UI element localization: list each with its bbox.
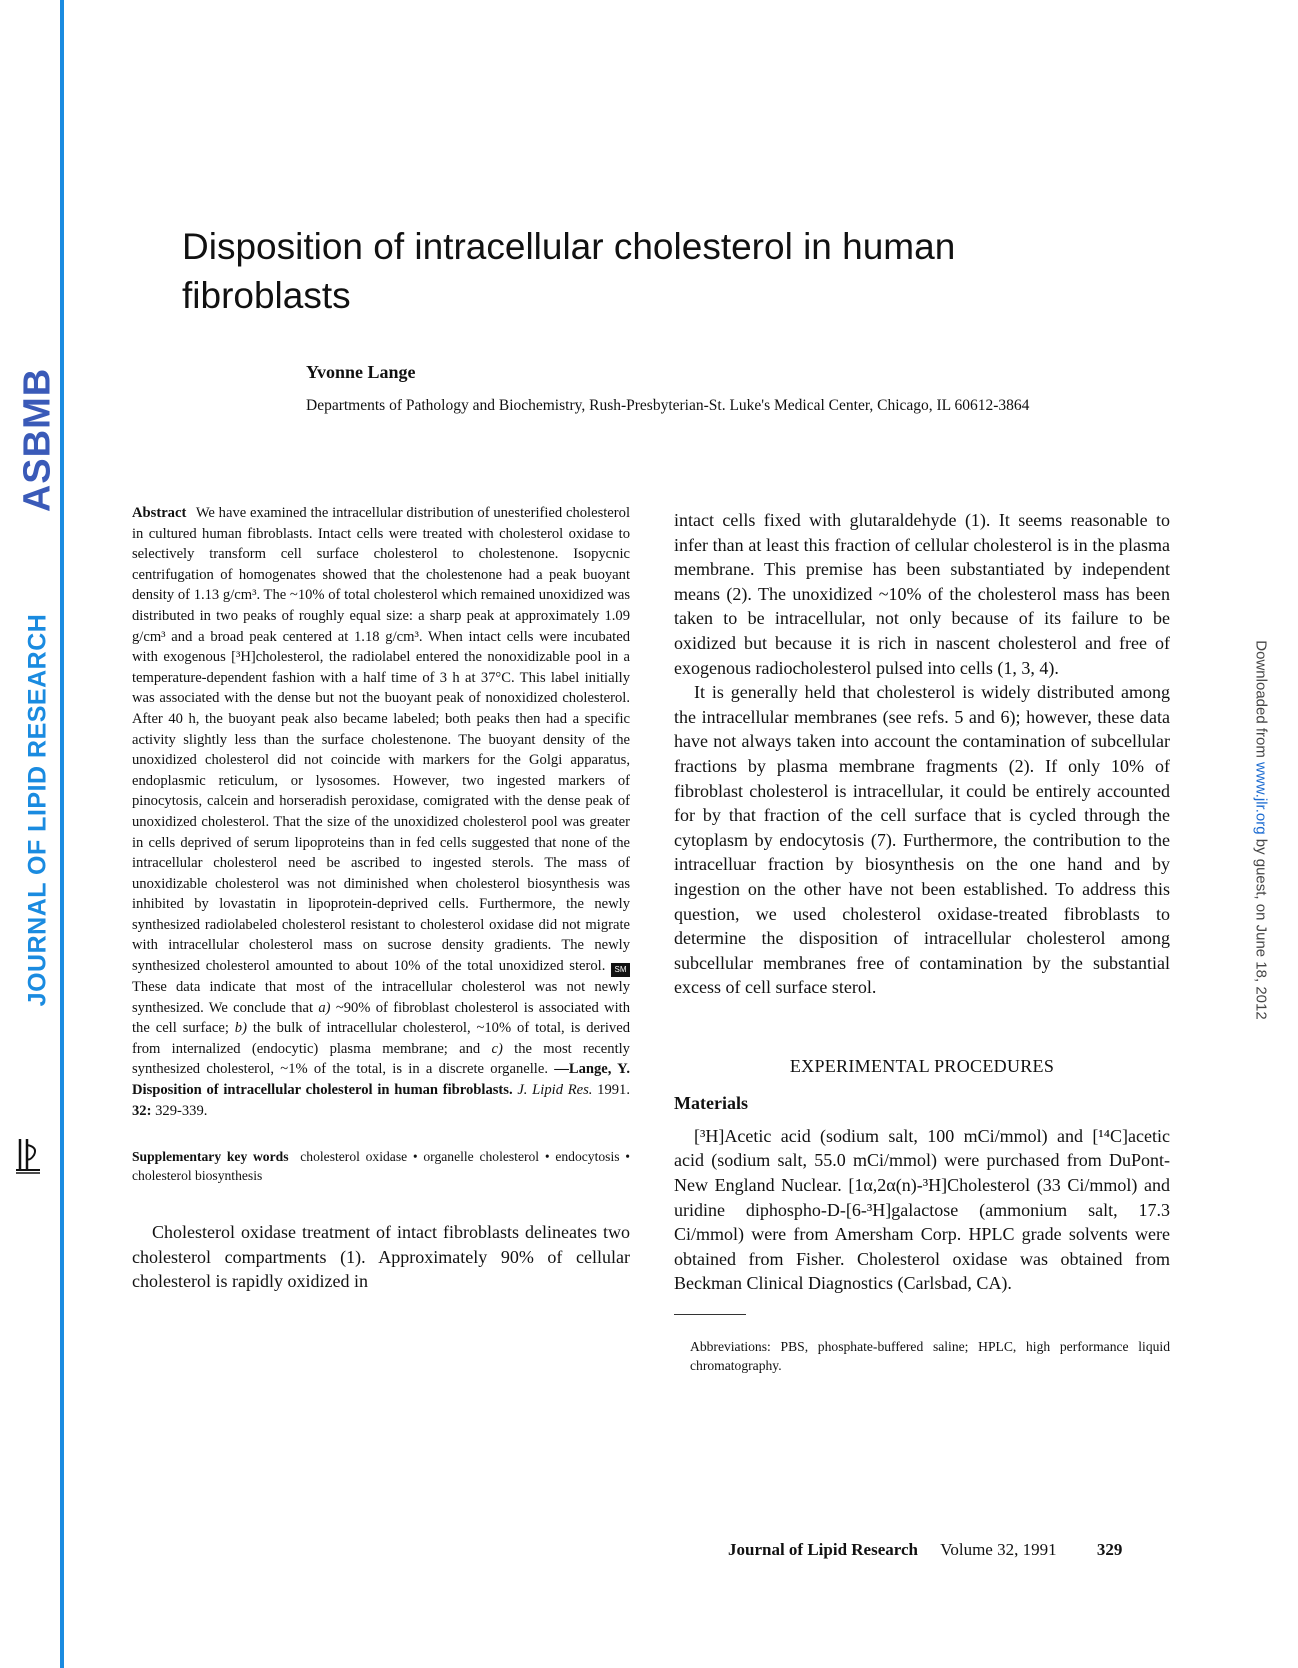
download-link[interactable]: www.jlr.org [1252, 762, 1270, 835]
citation-journal: J. Lipid Res. [517, 1082, 593, 1099]
materials-heading: Materials [674, 1092, 748, 1113]
author-name: Yvonne Lange [306, 362, 416, 382]
key-words-text: cholesterol oxidase • organelle cholesterol • endocytosis • cholesterol biosynthesis [132, 1149, 631, 1184]
download-suffix: by guest, on June 18, 2012 [1252, 834, 1270, 1020]
citation-bold: —Lange, Y. Disposition of intracellular cholesterol in human fibroblasts. [132, 1061, 631, 1099]
journal-sidebar-text: JOURNAL OF LIPID RESEARCH [23, 613, 52, 1007]
abstract-label: Abstract [132, 505, 187, 521]
left-column [132, 503, 630, 1312]
article-title: Disposition of intracellular cholesterol in human fibroblasts [182, 226, 956, 316]
item-a-marker: a) [318, 999, 331, 1016]
download-note [1248, 620, 1274, 1040]
item-c-marker: c) [491, 1040, 503, 1057]
citation-year: 1991. [597, 1082, 630, 1099]
item-b-marker: b) [234, 1020, 247, 1037]
citation-volume: 32: [132, 1102, 152, 1119]
item-a-text: ~90% of fibroblast cholesterol is associated with the cell surface; [132, 999, 631, 1037]
citation-pages: 329-339. [155, 1102, 208, 1119]
footnote-rule [674, 1314, 746, 1315]
margin-rule [60, 0, 64, 1668]
author-affiliation: Departments of Pathology and Biochemistry, Rush-Presbyterian-St. Luke's Medical Center, Chicago, IL 60612-3864 [306, 397, 1030, 414]
key-words [132, 1147, 630, 1185]
abstract-text-2: These data indicate that most of the intracellular cholesterol was not newly synthesized. We conclude that [132, 979, 630, 1016]
jlr-emblem-icon [12, 1135, 46, 1175]
footer-volume: Volume 32, 1991 [940, 1540, 1057, 1559]
item-c-text: the most recently synthesized cholesterol, ~1% of the total, is in a discrete organelle. [132, 1040, 630, 1078]
journal-sidebar [18, 600, 58, 1020]
abstract [132, 503, 630, 1121]
materials-paragraph: [³H]Acetic acid (sodium salt, 100 mCi/mmol) and [¹⁴C]acetic acid (sodium salt, 55.0 mCi/mmol) were purchased from DuPont-New England Nuclear. [1α,2α(n)-³H]Cholesterol (33 Ci/mmol) and uridine diphospho-D-[6-³H]galactose (ammonium salt, 17.3 Ci/mmol) were from Amersham Corp. HPLC grade solvents were obtained from Fisher. Cholesterol oxidase was obtained from Beckman Clinical Diagnostics (Carlsbad, CA). [674, 1125, 1170, 1294]
page-footer [728, 1540, 1122, 1560]
footer-journal: Journal of Lipid Research [728, 1540, 919, 1559]
intro-paragraph: Cholesterol oxidase treatment of intact fibroblasts delineates two cholesterol compartments (1). Approximately 90% of cellular cholesterol is rapidly oxidized in [132, 1222, 630, 1292]
right-column [674, 508, 1170, 1375]
download-prefix: Downloaded from [1252, 640, 1270, 763]
section-heading: EXPERIMENTAL PROCEDURES [789, 1055, 1055, 1076]
asbmb-logo [18, 330, 58, 550]
item-b-text: the bulk of intracellular cholesterol, ~10% of total, is derived from internalized (endocytic) plasma membrane; and [132, 1020, 630, 1057]
paragraph-2: It is generally held that cholesterol is widely distributed among the intracellular membranes (see refs. 5 and 6); however, these data have not always taken into account the contamination of subcellular fractions by plasma membrane fragments (2). If only 10% of fibroblast cholesterol is intracellular, it could be entirely accounted for by that fraction of the cell surface that is cycled through the cytoplasm by endocytosis (7). Furthermore, the contribution to the intracelluar fraction by biosynthesis on the one hand and by ingestion on the other have not been established. To address this question, we used cholesterol oxidase-treated fibroblasts to determine the disposition of intracellular cholesterol among subcellular membranes free of contamination by the substantial excess of cell surface sterol. [674, 682, 1170, 998]
abstract-text-1: We have examined the intracellular distribution of unesterified cholesterol in cultured human fibroblasts. Intact cells were treated with cholesterol oxidase to selectively transform cell surface cholesterol to cholestenone. Isopycnic centrifugation of homogenates showed that the cholestenone had a peak buoyant density of 1.13 g/cm³. The ~10% of total cholesterol which remained unoxidized was distributed in two peaks of roughly equal size: a sharp peak at approximately 1.09 g/cm³ and a broad peak centered at 1.18 g/cm³. When intact cells were incubated with exogenous [³H]cholesterol, the radiolabel entered the nonoxidizable pool in a temperature-dependent fashion with a half time of 3 h at 37°C. This label initially was associated with the dense but not the buoyant peak of nonoxidized cholesterol. After 40 h, the buoyant peak also became labeled; both peaks then had a specific activity slightly less than the surface cholestenone. The buoyant density of the unoxidized cholesterol did not coincide with markers for the Golgi apparatus, endoplasmic reticulum, or lysosomes. However, two ingested markers of pinocytosis, calcein and horseradish peroxidase, comigrated with the dense peak of unoxidized cholesterol. That the size of the unoxidized cholesterol pool was greater in cells deprived of serum lipoproteins than in fed cells suggested that none of the intracellular cholesterol need be ascribed to ingested sterols. The mass of unoxidizable cholesterol was not diminished when cholesterol biosynthesis was inhibited by lovastatin in lipoprotein-deprived cells. Furthermore, the newly synthesized radiolabeled cholesterol resistant to cholesterol oxidase did not migrate with intracellular cholesterol mass on sucrose density gradients. The newly synthesized cholesterol amounted to about 10% of the total unoxidized sterol. [132, 505, 630, 975]
supplementary-material-icon[interactable]: SM [611, 963, 630, 977]
page-number: 329 [1096, 1540, 1123, 1559]
footnote: Abbreviations: PBS, phosphate-buffered saline; HPLC, high performance liquid chromatography. [690, 1339, 1170, 1374]
paragraph-1: intact cells fixed with glutaraldehyde (1). It seems reasonable to infer than at least this fraction of cellular cholesterol is in the plasma membrane. This premise has been substantiated by independent means (2). The unoxidized ~10% of the cholesterol mass has been taken to be intracellular, not only because of its failure to be oxidized but because it is rich in nascent cholesterol and free of exogenous radiocholesterol pulsed into cells (1, 3, 4). [674, 510, 1170, 678]
asbmb-logo-text: ASBMB [16, 367, 59, 513]
key-words-label: Supplementary key words [132, 1149, 289, 1165]
